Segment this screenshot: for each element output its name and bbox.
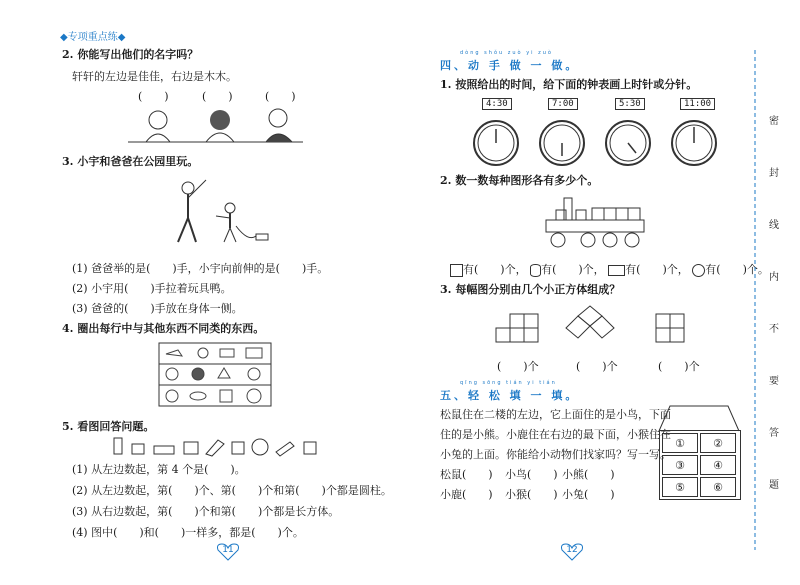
seal-char-8: 题 xyxy=(769,480,779,491)
cube-count-3[interactable]: ( )个 xyxy=(658,360,700,373)
cube-count[interactable]: 有( )个， xyxy=(463,263,527,276)
cuboid-count[interactable]: 有( )个， xyxy=(625,263,689,276)
house-cell-5: ⑤ xyxy=(662,477,698,497)
children-writing-illustration xyxy=(128,104,303,146)
section-badge: ◆专项重点练◆ xyxy=(60,32,126,43)
q5-title: 5. 看图回答问题。 xyxy=(62,420,155,433)
solids-row xyxy=(110,436,320,458)
cube-question-title: 3. 每幅图分别由几个小正方体组成？ xyxy=(440,283,621,296)
seal-char-1: 密 xyxy=(769,116,779,127)
right-page xyxy=(400,0,800,585)
q5-item-2: (2) 从左边数起，第( )个、第( )个和第( )个都是圆柱。 xyxy=(72,484,392,497)
answer-monkey[interactable]: 小猴( ) xyxy=(505,488,558,501)
house-cell-6: ⑥ xyxy=(700,477,736,497)
answer-bird[interactable]: 小鸟( ) xyxy=(505,468,558,481)
house-cell-3: ③ xyxy=(662,455,698,475)
count-shapes-title: 2. 数一数每种图形各有多少个。 xyxy=(440,174,599,187)
section5-title: 五、轻 松 填 一 填。 xyxy=(440,389,580,402)
seal-char-4: 内 xyxy=(769,272,779,283)
story-line-2: 住的是小熊。小鹿住在右边的最下面，小猴住在 xyxy=(440,428,671,441)
q5-item-1: (1) 从左边数起，第 4 个是( )。 xyxy=(72,463,246,476)
cube-count-1[interactable]: ( )个 xyxy=(497,360,539,373)
cylinder-count[interactable]: 有( )个， xyxy=(541,263,605,276)
answer-rabbit[interactable]: 小兔( ) xyxy=(562,488,615,501)
sphere-count[interactable]: 有( )个。 xyxy=(705,263,769,276)
answer-bear[interactable]: 小熊( ) xyxy=(562,468,615,481)
story-line-3: 小兔的上面。你能给小动物们找家吗？写一写。 xyxy=(440,448,671,461)
toy-train-picture xyxy=(544,192,649,252)
cube-icon xyxy=(450,264,463,277)
seal-char-7: 答 xyxy=(769,428,779,439)
cube-stacks xyxy=(490,302,710,352)
page-number: 11 xyxy=(222,545,234,555)
answer-deer[interactable]: 小鹿( ) xyxy=(440,488,493,501)
seal-char-6: 要 xyxy=(769,376,779,387)
q2-blank-2[interactable]: ( ) xyxy=(202,90,233,103)
house-roof xyxy=(658,404,740,432)
time-label-4: 11:00 xyxy=(680,98,715,110)
cuboid-icon xyxy=(608,265,625,276)
section4-pinyin: dòng shǒu zuò yi zuò xyxy=(460,50,553,56)
seal-line-text xyxy=(761,50,787,550)
odd-one-out-grid[interactable] xyxy=(158,342,273,408)
section5-pinyin: qīng sōng tián yi tián xyxy=(460,380,557,386)
seal-char-3: 线 xyxy=(769,220,779,231)
dad-and-kid-illustration xyxy=(160,176,275,248)
answer-squirrel[interactable]: 松鼠( ) xyxy=(440,468,493,481)
q3-item-3: (3) 爸爸的( )手放在身体一侧。 xyxy=(72,302,243,315)
cylinder-icon xyxy=(530,264,541,277)
house-cell-2: ② xyxy=(700,433,736,453)
clock-faces[interactable] xyxy=(470,118,730,170)
time-label-3: 5:30 xyxy=(615,98,645,110)
q3-item-1: (1) 爸爸举的是( )手，小宇向前伸的是( )手。 xyxy=(72,262,329,275)
seal-char-5: 不 xyxy=(769,324,779,335)
seal-dashed-line xyxy=(748,50,762,550)
sphere-icon xyxy=(692,264,705,277)
shape-count-line xyxy=(450,261,769,277)
house-cell-1: ① xyxy=(662,433,698,453)
q3-item-2: (2) 小宇用( )手拉着玩具鸭。 xyxy=(72,282,232,295)
story-line-1: 松鼠住在二楼的左边，它上面住的是小鸟，下面 xyxy=(440,408,671,421)
page-number: 12 xyxy=(566,545,578,555)
section4-title: 四、动 手 做 一 做。 xyxy=(440,59,580,72)
q5-item-3: (3) 从右边数起，第( )个和第( )个都是长方体。 xyxy=(72,505,340,518)
cube-count-2[interactable]: ( )个 xyxy=(576,360,618,373)
q4-title: 4. 圈出每行中与其他东西不同类的东西。 xyxy=(62,322,265,335)
time-label-1: 4:30 xyxy=(482,98,512,110)
q2-blank-3[interactable]: ( ) xyxy=(265,90,296,103)
q2-text: 轩轩的左边是佳佳，右边是木木。 xyxy=(72,70,237,83)
q2-blank-1[interactable]: ( ) xyxy=(138,90,169,103)
house-cell-4: ④ xyxy=(700,455,736,475)
animal-house-grid xyxy=(659,430,741,500)
q5-item-4: (4) 图中( )和( )一样多，都是( )个。 xyxy=(72,526,304,539)
clock-question-title: 1. 按照给出的时间，给下面的钟表画上时针或分针。 xyxy=(440,78,698,91)
time-label-2: 7:00 xyxy=(548,98,578,110)
q2-title: 2. 你能写出他们的名字吗？ xyxy=(62,48,199,61)
q3-title: 3. 小宇和爸爸在公园里玩。 xyxy=(62,155,199,168)
seal-char-2: 封 xyxy=(769,168,779,179)
